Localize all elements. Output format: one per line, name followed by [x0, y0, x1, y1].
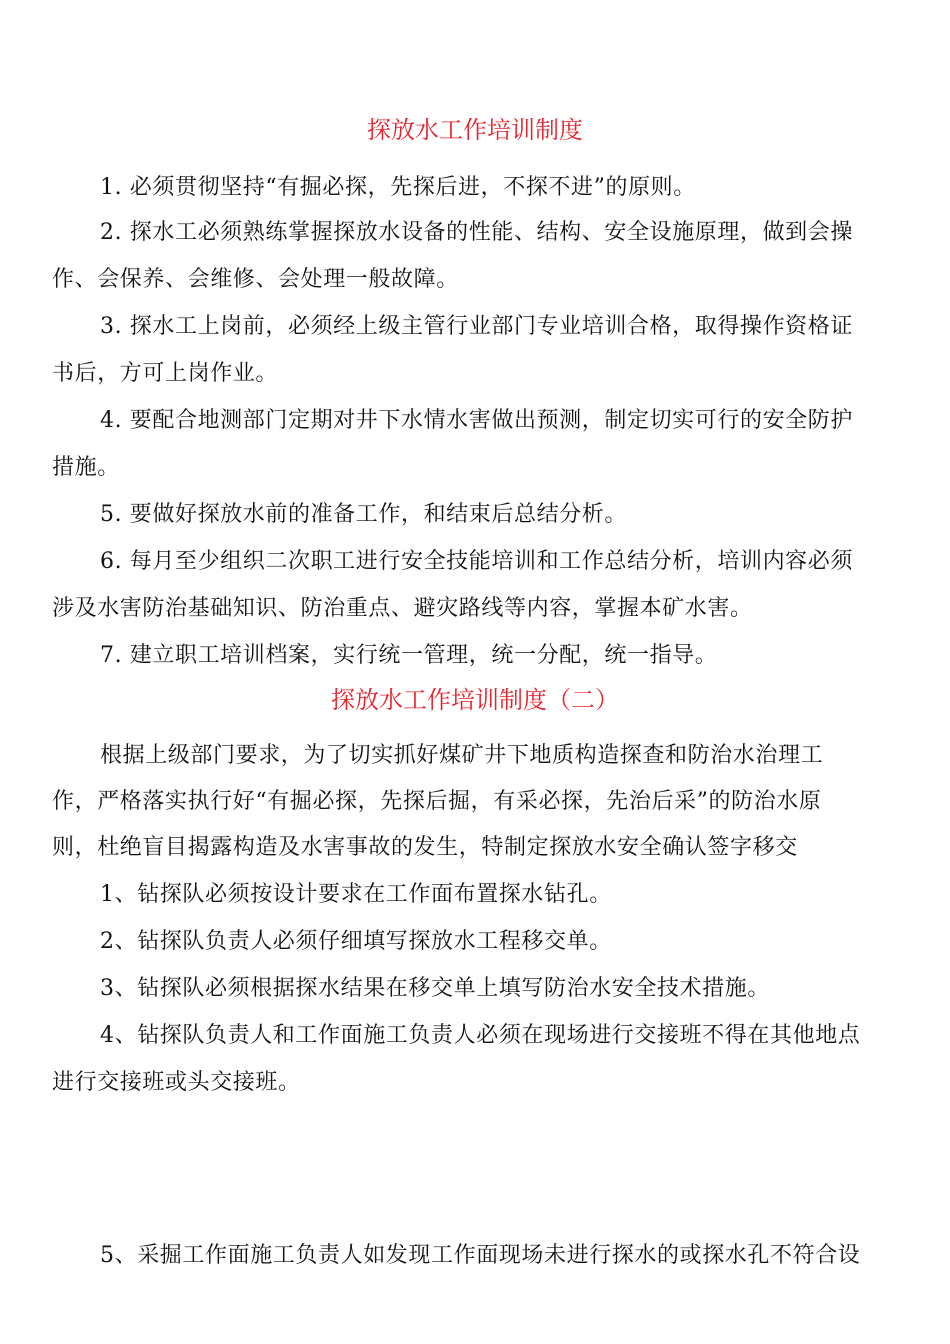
rule-2-line-1: 2. 探水工必须熟练掌握探放水设备的性能、结构、安全设施原理，做到会操	[100, 220, 853, 245]
section-2-item-5: 5、采掘工作面施工负责人如发现工作面现场未进行探水的或探水孔不符合设	[100, 1243, 861, 1268]
section-2-item-1: 1、钻探队必须按设计要求在工作面布置探水钻孔。	[100, 882, 612, 907]
intro-line-1: 根据上级部门要求，为了切实抓好煤矿井下地质构造探查和防治水治理工	[100, 743, 824, 768]
rule-5: 5. 要做好探放水前的准备工作，和结束后总结分析。	[100, 502, 627, 527]
rule-1: 1. 必须贯彻坚持“有掘必探，先探后进，不探不进”的原则。	[100, 175, 696, 200]
section-2-item-4-line-1: 4、钻探队负责人和工作面施工负责人必须在现场进行交接班不得在其他地点	[100, 1023, 861, 1048]
rule-3-line-1: 3. 探水工上岗前，必须经上级主管行业部门专业培训合格，取得操作资格证	[100, 314, 853, 339]
section-2-item-4-line-2: 进行交接班或头交接班。	[52, 1070, 301, 1095]
rule-6-line-2: 涉及水害防治基础知识、防治重点、避灾路线等内容，掌握本矿水害。	[52, 596, 753, 621]
rule-3-line-2: 书后，方可上岗作业。	[52, 361, 279, 386]
section-2-item-3: 3、钻探队必须根据探水结果在移交单上填写防治水安全技术措施。	[100, 976, 770, 1001]
section-2-title: 探放水工作培训制度（二）	[331, 686, 619, 714]
section-2-item-2: 2、钻探队负责人必须仔细填写探放水工程移交单。	[100, 929, 612, 954]
rule-2-line-2: 作、会保养、会维修、会处理一般故障。	[52, 267, 459, 292]
intro-line-3: 则，杜绝盲目揭露构造及水害事故的发生，特制定探放水安全确认签字移交	[52, 835, 798, 860]
rule-4-line-1: 4. 要配合地测部门定期对井下水情水害做出预测，制定切实可行的安全防护	[100, 408, 853, 433]
rule-4-line-2: 措施。	[52, 455, 120, 480]
rule-7: 7. 建立职工培训档案，实行统一管理，统一分配，统一指导。	[100, 643, 718, 668]
rule-6-line-1: 6. 每月至少组织二次职工进行安全技能培训和工作总结分析，培训内容必须	[100, 549, 853, 574]
intro-line-2: 作，严格落实执行好“有掘必探，先探后掘，有采必探，先治后采”的防治水原	[52, 789, 822, 814]
document-title: 探放水工作培训制度	[367, 116, 583, 144]
